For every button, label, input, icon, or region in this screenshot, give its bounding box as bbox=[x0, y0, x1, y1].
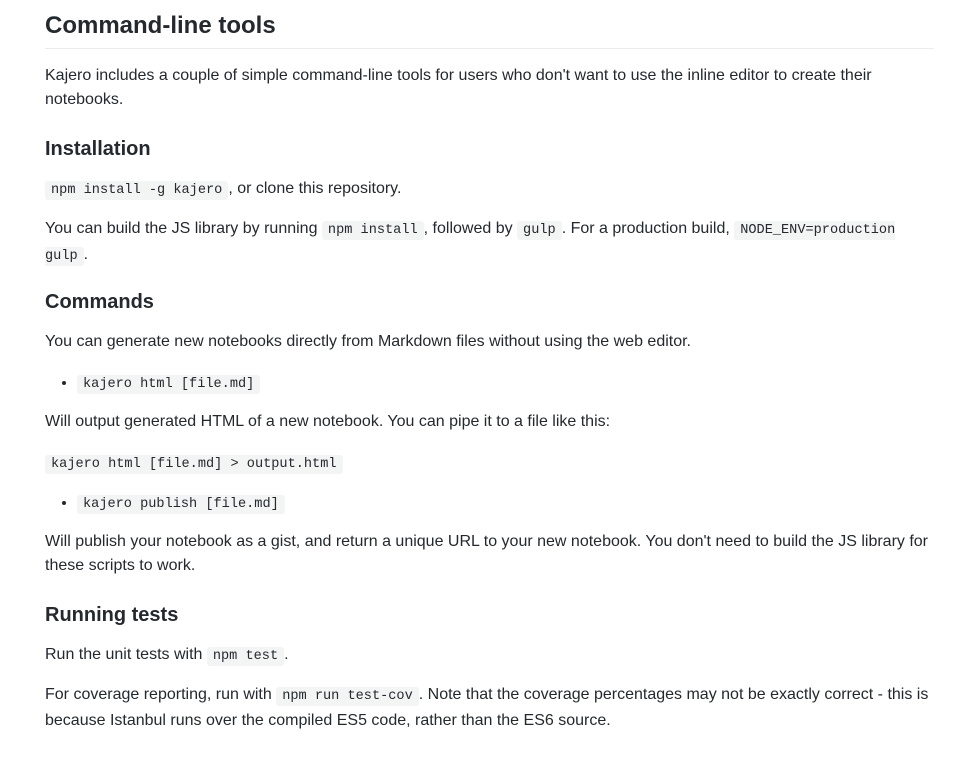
running-tests-heading: Running tests bbox=[45, 604, 179, 626]
gulp-code: gulp bbox=[517, 221, 562, 240]
npm-test-code: npm test bbox=[207, 647, 284, 666]
test-cov-code: npm run test-cov bbox=[276, 687, 419, 706]
install-command-line bbox=[45, 177, 934, 203]
install-command-text: , or clone this repository. bbox=[228, 180, 402, 197]
install-command-code: npm install -g kajero bbox=[45, 181, 228, 200]
page-title: Command-line tools bbox=[45, 0, 934, 49]
build-text-b: , followed by bbox=[423, 220, 518, 237]
html-command-example bbox=[45, 451, 934, 477]
production-build-code: NODE_ENV=production gulp bbox=[45, 223, 896, 264]
command-list-2 bbox=[45, 491, 966, 517]
build-text-d: . bbox=[83, 246, 89, 263]
pipe-example-code: kajero html [file.md] > output.html bbox=[45, 455, 343, 474]
build-text-c: . For a production build, bbox=[561, 220, 735, 237]
html-command-code: kajero html [file.md] bbox=[77, 375, 260, 394]
list-item bbox=[77, 371, 966, 397]
npm-install-code: npm install bbox=[322, 221, 424, 240]
unit-tests-text-b: . bbox=[284, 646, 289, 663]
unit-tests-text-a: Run the unit tests with bbox=[45, 646, 207, 663]
coverage-text-a: For coverage reporting, run with bbox=[45, 686, 277, 703]
intro-paragraph: Kajero includes a couple of simple command-line tools for users who don't want to use the inline editor to create their notebooks. bbox=[45, 67, 872, 108]
commands-heading: Commands bbox=[45, 291, 154, 313]
list-item bbox=[77, 491, 966, 517]
coverage-text-b: . Note that the coverage percentages may not be exactly correct - this is because Istanbul runs over the compiled ES5 code, rather than the ES6 source. bbox=[45, 686, 929, 729]
commands-intro: You can generate new notebooks directly from Markdown files without using the web editor. bbox=[45, 333, 691, 350]
coverage-paragraph bbox=[45, 683, 934, 733]
publish-command-description: Will publish your notebook as a gist, and return a unique URL to your new notebook. You don't need to build the JS library for these scripts to work. bbox=[45, 533, 929, 574]
unit-tests-line bbox=[45, 643, 934, 669]
build-instructions bbox=[45, 217, 934, 269]
command-list-1 bbox=[45, 371, 966, 397]
installation-heading: Installation bbox=[45, 138, 151, 160]
publish-command-code: kajero publish [file.md] bbox=[77, 495, 285, 514]
build-text-a: You can build the JS library by running bbox=[45, 220, 322, 237]
html-command-description: Will output generated HTML of a new notebook. You can pipe it to a file like this: bbox=[45, 413, 611, 430]
